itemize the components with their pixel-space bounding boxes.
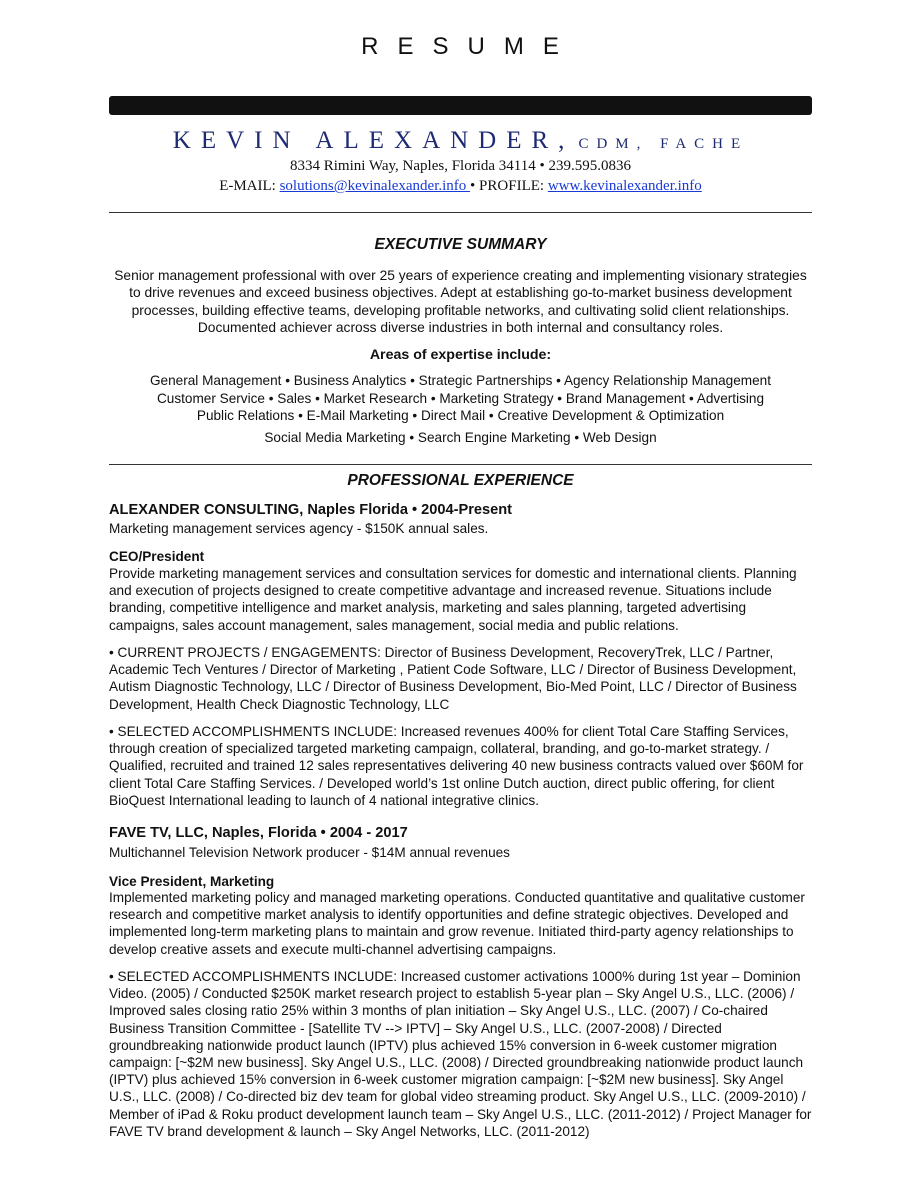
job-accomplishments: • SELECTED ACCOMPLISHMENTS INCLUDE: Increased revenues 400% for client Total Care Staffing Services, through creation of specialized targeted marketing campaign, collateral, branding, and go-to-market strategy. / Qualified, recruited and trained 12 sales representatives delivering 40 new business contracts valued over $60M for client Total Care Staffing Services. / Developed world’s 1st online Dutch auction, direct public offering, for client BioQuest International leading to launch of 4 national integrative clinics. (109, 724, 804, 808)
job-body: Provide marketing management services and consultation services for domestic and international clients. Planning and execution of projects designed to create competitive advantage and increased revenue. Situations include branding, competitive intelligence and market analysis, marketing and sales planning, targeted advertising campaigns, sales account management, sales management, social media and public relations. (109, 566, 797, 633)
credentials: CDM, FACHE (578, 136, 749, 152)
job-company: FAVE TV, LLC, Naples, Florida • 2004 - 2017 (109, 825, 408, 841)
profile-label: • PROFILE: (470, 178, 548, 194)
email-link[interactable]: solutions@kevinalexander.info (279, 178, 471, 194)
header-bar (109, 96, 812, 115)
email-label: E-MAIL: (219, 178, 276, 194)
job-description: Multichannel Television Network producer - $14M annual revenues (109, 845, 510, 860)
job-projects: • CURRENT PROJECTS / ENGAGEMENTS: Director of Business Development, RecoveryTrek, LLC / Partner, Academic Tech Ventures / Director of Marketing , Patient Code Software, LLC / Director of Business Development, Autism Diagnostic Technology, LLC / Director of Business Development, Bio-Med Point, LLC / Director of Business Development, Health Check Diagnostic Technology, LLC (109, 645, 797, 712)
area-line: Customer Service • Sales • Market Research • Marketing Strategy • Brand Management • Advertising (156, 390, 765, 406)
divider (109, 464, 812, 465)
job-role: CEO/President (109, 549, 205, 564)
divider (109, 212, 812, 213)
job-description: Marketing management services agency - $150K annual sales. (109, 521, 489, 536)
executive-summary-heading: EXECUTIVE SUMMARY (374, 236, 547, 253)
executive-summary-text: Senior management professional with over 25 years of experience creating and implementing visionary strategies to drive revenues and exceed business objectives. Adept at establishing go-to-market business development processes, building effective teams, developing profitable networks, and cultivating solid client relationships. Documented achiever across diverse industries in both internal and consultancy roles. (114, 268, 807, 336)
job-role: Vice President, Marketing (109, 874, 275, 889)
areas-list (109, 372, 812, 446)
candidate-name (109, 127, 812, 155)
address-line: 8334 Rimini Way, Naples, Florida 34114 • 239.595.0836 (290, 158, 631, 174)
page-title: RESUME (361, 33, 578, 60)
job-accomplishments: • SELECTED ACCOMPLISHMENTS INCLUDE: Increased customer activations 1000% during 1st year – Dominion Video. (2005) / Conducted $250K market research project to establish 5-year plan – Sky Angel U.S., LLC. (2006) / Improved sales closing ratio 25% within 3 months of plan initiation – Sky Angel U.S., LLC. (2007) / Co-chaired Business Transition Committee - [Satellite TV --> IPTV] – Sky Angel U.S., LLC. (2007-2008) / Directed groundbreaking nationwide product launch (IPTV) plus achieved 15% conversion in 6-week customer migration campaign: [~$2M new business]. Sky Angel U.S., LLC. (2008) / Directed groundbreaking nationwide product launch (IPTV) plus achieved 15% conversion in 6-week customer migration campaign: [~$2M new business]. Sky Angel U.S., LLC. (2008) / Co-directed biz dev team for global video streaming product. Sky Angel U.S., LLC. (2009-2010) / Member of iPad & Roku product development launch team – Sky Angel U.S., LLC. (2011-2012) / Project Manager for FAVE TV brand development & launch – Sky Angel Networks, LLC. (2011-2012) (109, 969, 812, 1139)
name-main: KEVIN ALEXANDER, (172, 127, 575, 154)
profile-link[interactable]: www.kevinalexander.info (547, 178, 702, 194)
job-body: Implemented marketing policy and managed marketing operations. Conducted quantitative and qualitative customer research and competitive market analysis to identify opportunities and define strategic objectives. Developed and implemented long-term marketing plans to maintain and grow revenue. Initiated third-party agency relationships to develop creative assets and execute multi-channel advertising campaigns. (109, 890, 805, 957)
area-line: Public Relations • E-Mail Marketing • Direct Mail • Creative Development & Optimization (196, 408, 725, 424)
contact-line (109, 178, 812, 195)
area-line: Social Media Marketing • Search Engine Marketing • Web Design (264, 429, 657, 445)
areas-heading: Areas of expertise include: (369, 347, 552, 363)
area-line: General Management • Business Analytics • Strategic Partnerships • Agency Relationship Management (149, 373, 772, 388)
professional-experience-heading: PROFESSIONAL EXPERIENCE (347, 472, 574, 489)
job-company: ALEXANDER CONSULTING, Naples Florida • 2004-Present (109, 502, 513, 518)
